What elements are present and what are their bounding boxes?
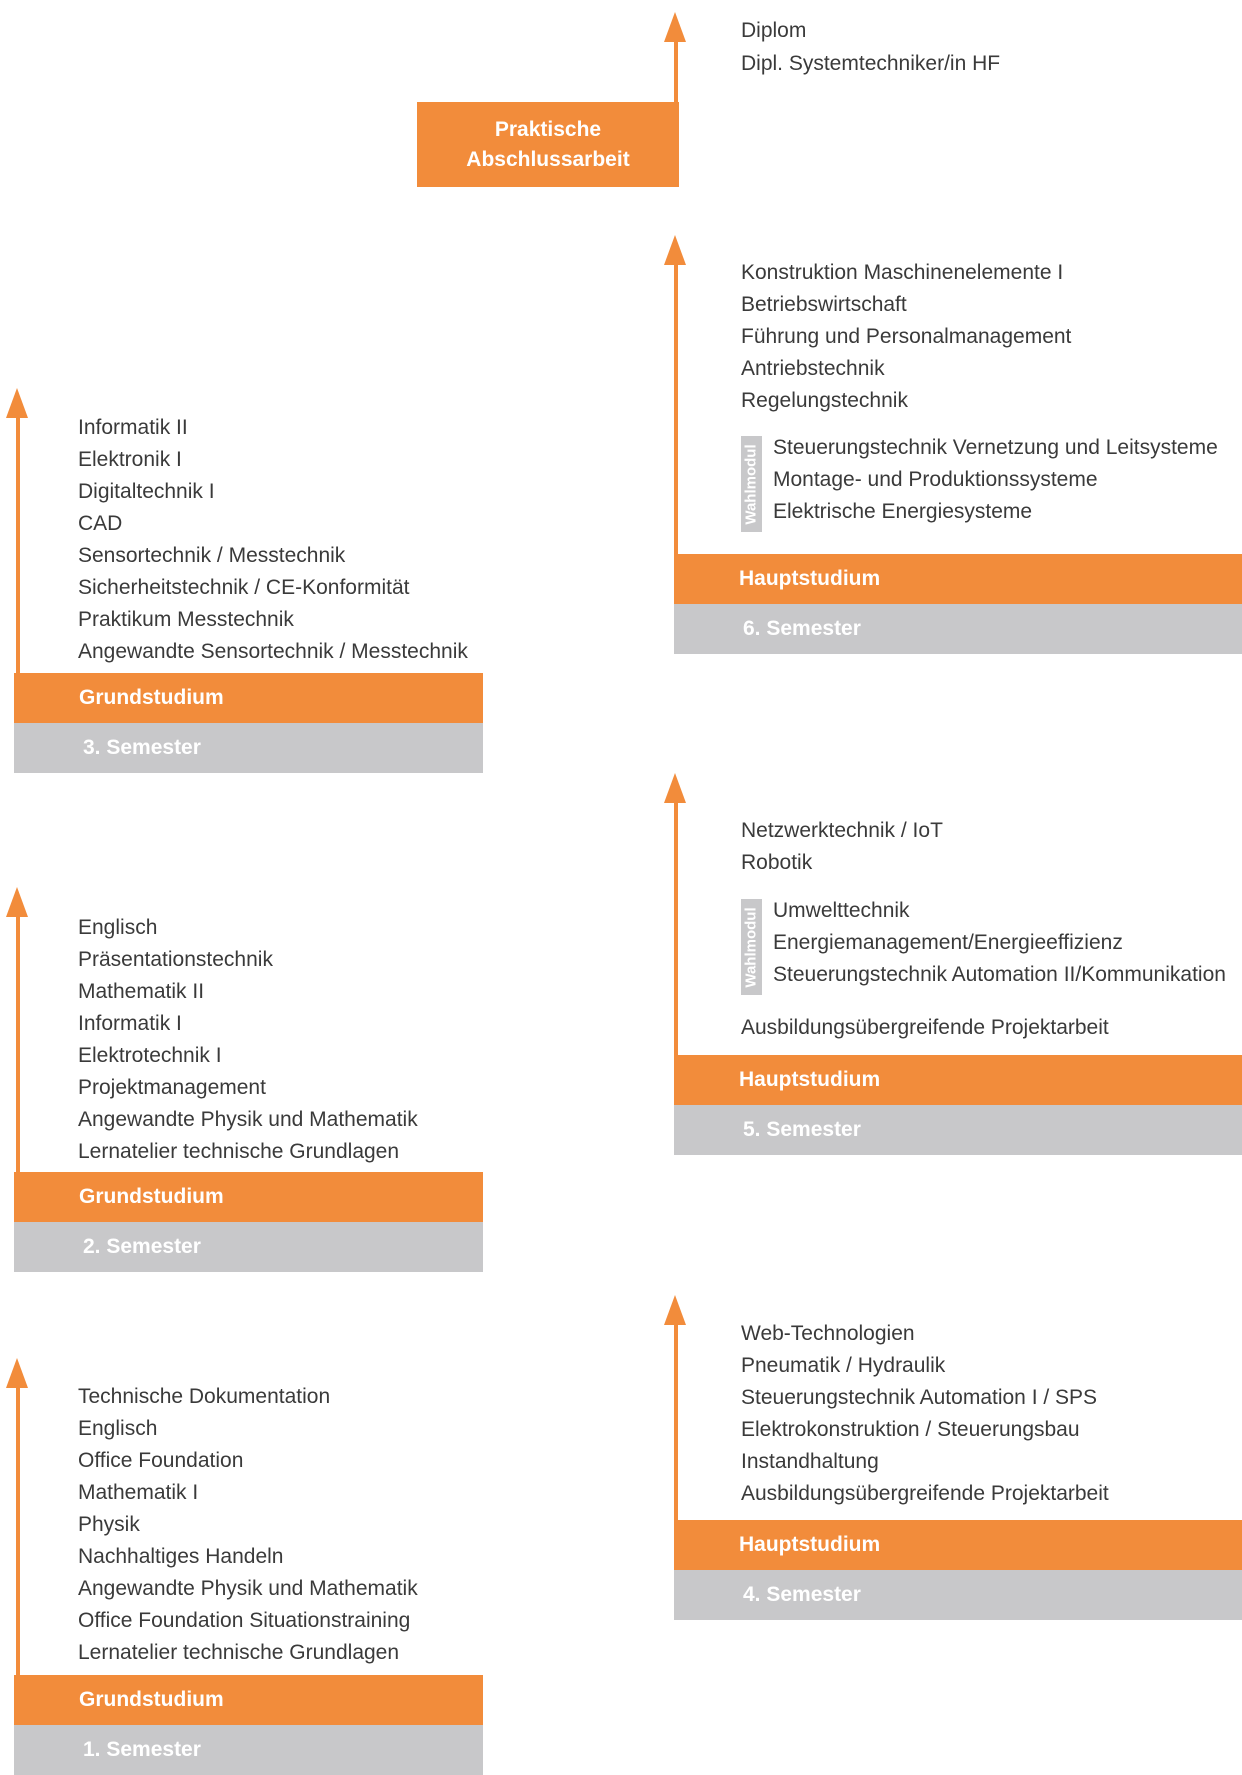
semester-3-label: 3. Semester [14, 723, 483, 773]
module-item: Informatik II [78, 416, 188, 439]
module-item: Lernatelier technische Grundlagen [78, 1641, 400, 1664]
elective-item: Elektrische Energiesysteme [773, 500, 1033, 523]
semester-1-label: 1. Semester [14, 1725, 483, 1775]
module-item: Führung und Personalmanagement [741, 325, 1072, 348]
module-item: Steuerungstechnik Automation I / SPS [741, 1386, 1098, 1409]
final-label-line2: Abschlussarbeit [466, 147, 630, 171]
module-item: Sensortechnik / Messtechnik [78, 544, 346, 567]
arrow-shaft [16, 416, 20, 674]
module-item: Mathematik I [78, 1481, 199, 1504]
diploma-title: Diplom [741, 19, 807, 42]
module-item: Ausbildungsübergreifende Projektarbeit [741, 1482, 1109, 1505]
elective-label: Wahlmodul [743, 906, 760, 988]
arrow-shaft [16, 1386, 20, 1677]
semester-1-modules [78, 1381, 418, 1669]
elective-item: Steuerungstechnik Vernetzung und Leitsysteme [773, 436, 1218, 459]
semester-6-modules [741, 257, 1071, 417]
elective-badge [741, 436, 762, 532]
semester-2-modules [78, 912, 418, 1168]
module-item: Elektrotechnik I [78, 1044, 222, 1067]
module-item: Informatik I [78, 1012, 182, 1035]
module-item: Angewandte Physik und Mathematik [78, 1108, 418, 1131]
module-item: Betriebswirtschaft [741, 293, 907, 316]
semester-4-phase: Hauptstudium [674, 1520, 1242, 1570]
module-item: Projektmanagement [78, 1076, 266, 1099]
arrow-head [6, 388, 28, 418]
arrow-head [664, 1295, 686, 1325]
module-item: Office Foundation Situationstraining [78, 1609, 411, 1632]
module-item: Elektrokonstruktion / Steuerungsbau [741, 1418, 1080, 1441]
arrow-head [6, 887, 28, 917]
arrow-head [6, 1358, 28, 1388]
elective-badge [741, 899, 762, 995]
module-item: Office Foundation [78, 1449, 244, 1472]
module-item: Antriebstechnik [741, 357, 885, 380]
module-item: CAD [78, 512, 123, 535]
final-project-box [417, 102, 679, 187]
diploma-degree: Dipl. Systemtechniker/in HF [741, 52, 1001, 75]
arrow-head [664, 235, 686, 265]
elective-item: Energiemanagement/Energieeffizienz [773, 931, 1123, 954]
arrow-shaft [674, 40, 678, 104]
diploma-info [741, 14, 1000, 80]
module-item: Angewandte Sensortechnik / Messtechnik [78, 640, 468, 663]
module-item: Konstruktion Maschinenelemente I [741, 261, 1064, 284]
arrow-shaft [674, 1323, 678, 1521]
semester-6-phase: Hauptstudium [674, 554, 1242, 604]
module-item: Netzwerktechnik / IoT [741, 819, 943, 842]
module-item: Instandhaltung [741, 1450, 879, 1473]
module-item: Web-Technologien [741, 1322, 915, 1345]
module-item: Englisch [78, 916, 158, 939]
final-label-line1: Praktische [494, 117, 602, 141]
module-item: Regelungstechnik [741, 389, 908, 412]
semester-6-label: 6. Semester [674, 604, 1242, 654]
module-item: Sicherheitstechnik / CE-Konformität [78, 576, 410, 599]
module-item: Angewandte Physik und Mathematik [78, 1577, 418, 1600]
semester-1-phase: Grundstudium [14, 1675, 483, 1725]
semester-3-modules [78, 412, 468, 668]
module-item: Technische Dokumentation [78, 1385, 331, 1408]
arrow-head [664, 773, 686, 803]
module-item: Ausbildungsübergreifende Projektarbeit [741, 1016, 1109, 1039]
module-item: Physik [78, 1513, 140, 1536]
elective-item: Montage- und Produktionssysteme [773, 468, 1098, 491]
module-item: Englisch [78, 1417, 158, 1440]
semester-2-label: 2. Semester [14, 1222, 483, 1272]
module-item: Pneumatik / Hydraulik [741, 1354, 946, 1377]
module-item: Elektronik I [78, 448, 182, 471]
semester-5-label: 5. Semester [674, 1105, 1242, 1155]
elective-item: Steuerungstechnik Automation II/Kommunikation [773, 963, 1226, 986]
semester-4-modules [741, 1318, 1109, 1510]
module-item: Praktikum Messtechnik [78, 608, 294, 631]
module-item: Robotik [741, 851, 813, 874]
module-item: Mathematik II [78, 980, 205, 1003]
module-item: Nachhaltiges Handeln [78, 1545, 284, 1568]
arrow-shaft [674, 801, 678, 1056]
semester-5-modules [741, 815, 943, 879]
semester-3-phase: Grundstudium [14, 673, 483, 723]
module-item: Präsentationstechnik [78, 948, 273, 971]
semester-4-label: 4. Semester [674, 1570, 1242, 1620]
semester-2-phase: Grundstudium [14, 1172, 483, 1222]
module-item: Lernatelier technische Grundlagen [78, 1140, 400, 1163]
module-item: Digitaltechnik I [78, 480, 215, 503]
arrow-shaft [674, 263, 678, 555]
arrow-shaft [16, 915, 20, 1173]
semester-5-modules-after [741, 1012, 1109, 1044]
elective-item: Umwelttechnik [773, 899, 910, 922]
elective-label: Wahlmodul [743, 443, 760, 525]
arrow-head [664, 12, 686, 42]
semester-5-phase: Hauptstudium [674, 1055, 1242, 1105]
